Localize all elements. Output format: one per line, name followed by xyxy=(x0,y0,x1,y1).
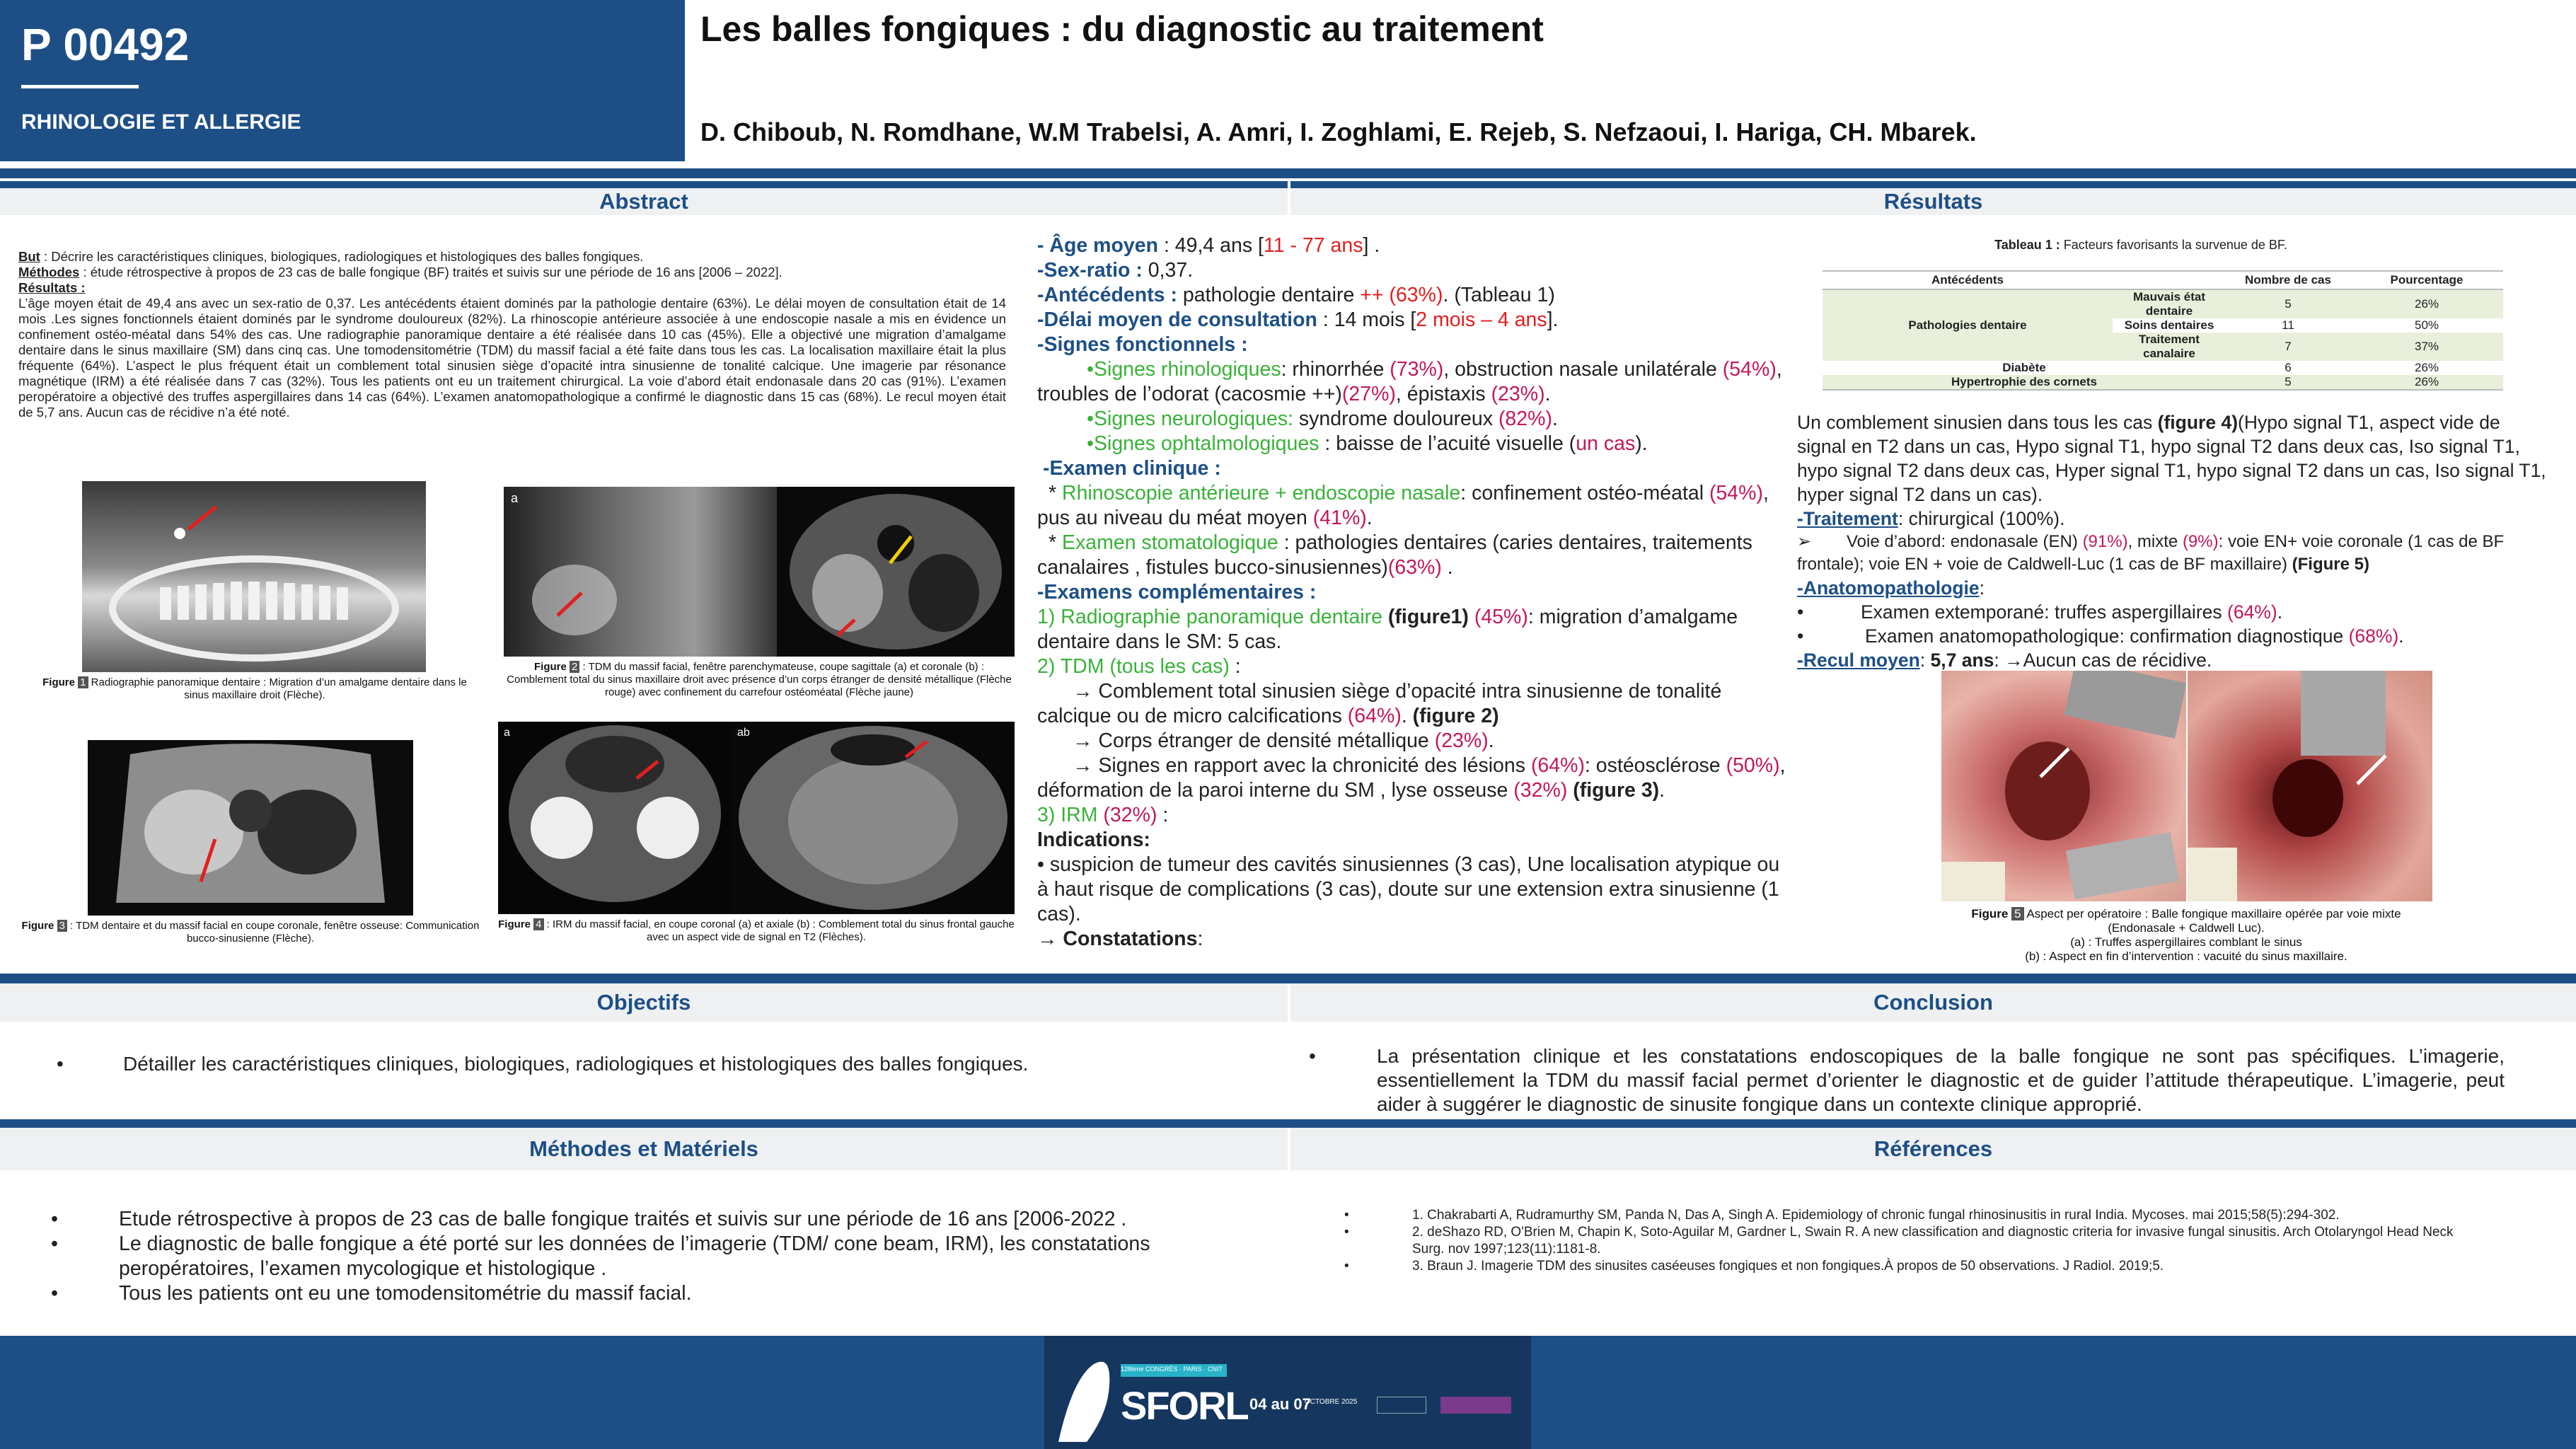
fig2-label: Figure xyxy=(533,661,567,673)
figure-4b-image xyxy=(732,722,1015,914)
ant-end: . (Tableau 1) xyxy=(1443,284,1555,306)
comp2-a3e: . xyxy=(1659,779,1665,802)
fig5-caption2: (Endonasale + Caldwell Luc). xyxy=(2108,921,2265,935)
exam2-p: (63%) xyxy=(1387,556,1442,579)
comp2-a3c: , déformation de la paroi interne du SM , lyse osseuse xyxy=(1037,754,1786,802)
table1-title xyxy=(1823,238,2459,253)
table1-row0-name: Diabète xyxy=(2002,361,2046,374)
exam1-p2: (41%) xyxy=(1312,507,1367,529)
comp2-a1e: . xyxy=(1401,705,1413,727)
table1-sub1-name: Soins dentaires xyxy=(2124,318,2214,332)
comp1-text: : migration d’amalgame dentaire dans le SM: 5 cas. xyxy=(1037,606,1738,653)
figure-4-caption xyxy=(498,918,1015,944)
delay-range: 2 mois – 4 ans xyxy=(1416,308,1547,331)
methodes-text: : étude rétrospective à propos de 23 cas de balle fongique (BF) traités et suivis sur une période de 16 ans [2006 – 2022]. xyxy=(79,265,782,279)
table1-sub2-pct: 37% xyxy=(2414,340,2439,353)
rec-label: -Recul moyen xyxy=(1797,650,1920,671)
figure-5b-drawing xyxy=(2188,671,2432,901)
comp2-a2: → Corps étranger de densité métallique xyxy=(1073,729,1435,752)
ana1-p: (64%) xyxy=(2227,601,2277,623)
table1-sub2-name: Traitement canalaire xyxy=(2139,333,2200,360)
fig5-caption3: (a) : Truffes aspergillaires comblant le sinus xyxy=(2070,935,2302,949)
delay-end: ]. xyxy=(1547,308,1559,331)
trt-a: Voie d’abord: endonasale (EN) xyxy=(1847,532,2083,551)
table1-row1-n: 5 xyxy=(2285,375,2292,388)
methodes-label: Méthodes xyxy=(18,265,80,279)
fig3-num: 3 xyxy=(57,920,67,932)
fig5-label: Figure xyxy=(1971,907,2009,920)
sign-rhino-p4: (23%) xyxy=(1491,383,1545,405)
indications-label: Indications: xyxy=(1037,829,1150,851)
comp3-text: : xyxy=(1157,804,1169,826)
rec-text: : xyxy=(1919,650,1931,671)
sign-rhino-b: , obstruction nasale unilatérale xyxy=(1443,358,1717,381)
sign-ophta-p: un cas xyxy=(1576,432,1636,455)
sign-rhino-label: •Signes rhinologiques xyxy=(1087,358,1281,381)
comp2-a3p: (64%) xyxy=(1530,754,1585,777)
ana1-a: Examen extemporané: truffes aspergillaires xyxy=(1861,601,2227,623)
ant-text: pathologie dentaire xyxy=(1177,284,1361,306)
code-underline xyxy=(21,85,139,88)
table1 xyxy=(1823,270,2503,391)
reference-3: 3. Braun J. Imagerie TDM des sinusites caséeuses fongiques et non fongiques.À propos de 50 observations. J Radiol. 2019;5. xyxy=(1412,1259,2164,1274)
sex-label: -Sex-ratio : xyxy=(1037,259,1143,282)
figure-4a-drawing xyxy=(498,722,732,914)
constatations-colon: : xyxy=(1197,928,1203,950)
category-label: RHINOLOGIE ET ALLERGIE xyxy=(21,110,301,134)
sign-neuro-e: . xyxy=(1552,408,1558,430)
header-code-box xyxy=(0,0,685,161)
figure-5a-image xyxy=(1941,671,2186,901)
constatations-label: → Constatations xyxy=(1037,928,1198,950)
objectives-text: Détailler les caractéristiques cliniques, biologiques, radiologiques et histologiques des balles fongiques. xyxy=(123,1053,1029,1075)
footer-partner-logo-1 xyxy=(1377,1397,1426,1414)
footer-partner-logo-2 xyxy=(1440,1397,1511,1414)
rec-c: : →Aucun cas de récidive. xyxy=(1994,650,2212,671)
results-right: Un comblement sinusien dans tous les cas (figure 4)(Hypo signal T1, aspect vide de signal en T2 dans un cas, Hypo signal T1, hypo signal T2 dans deux cas, Iso signal T1, hypo signal T2 dans deux cas, Hyper signal T1, hypo signal T2 dans un cas, Iso signal T1, hyper signal T2 dans un cas). -Traitement: chirurgical (100%). ➢ Voie d’abord: endonasale (EN) (91%), mixte (9%): voie EN+ voie coronale (1 cas de BF frontale); voie EN + voie de Caldwell-Luc (1 cas de BF maxillaire) (Figure 5) -Anatomopathologie: • Examen extemporané: truffes aspergillaires (64%). • Examen anatomopathologique: confirmation diagnostique (68%). -Recul moyen: 5,7 ans: →Aucun cas de récidive. xyxy=(1797,412,2546,671)
fig4-label: Figure xyxy=(498,918,531,930)
exam1-e: . xyxy=(1366,507,1373,529)
delay-label: -Délai moyen de consultation xyxy=(1037,308,1317,331)
sign-rhino-p3: (27%) xyxy=(1341,383,1396,405)
figure-3-image xyxy=(88,740,413,916)
header-divider xyxy=(0,168,2576,178)
poster-title: Les balles fongiques : du diagnostic au traitement xyxy=(700,9,1544,49)
figure-2b-drawing xyxy=(777,487,1015,657)
fig4-num: 4 xyxy=(533,918,543,930)
exam2-b: : pathologies dentaires (caries dentaires, traitements canalaires , fistules bucco-sinusiennes) xyxy=(1037,531,1752,579)
comp2-a1: → Comblement total sinusien siège d’opacité intra sinusienne de tonalité calcique ou de micro calcifications xyxy=(1037,680,1722,727)
table1-title-bold: Tableau 1 : xyxy=(1994,238,2060,252)
table1-row1-pct: 26% xyxy=(2414,375,2439,388)
signs-label: -Signes fonctionnels : xyxy=(1037,333,1248,356)
ana2-p: (68%) xyxy=(2348,625,2399,647)
fig4b-letter: ab xyxy=(737,727,750,739)
exam1-b: : confinement ostéo-méatal xyxy=(1460,482,1709,504)
footer-tagline: 128ème CONGRÈS · PARIS · CNIT xyxy=(1121,1366,1223,1373)
ana-label: -Anatomopathologie xyxy=(1797,577,1980,599)
rec-bold: 5,7 ans xyxy=(1930,650,1994,671)
fig5-caption1: Aspect per opératoire : Balle fongique maxillaire opérée par voie mixte xyxy=(2026,907,2401,920)
fig5-caption4: (b) : Aspect en fin d’intervention : vacuité du sinus maxillaire. xyxy=(2025,949,2347,963)
table1-group: Pathologies dentaire xyxy=(1908,318,2027,332)
age-text: : 49,4 ans [ xyxy=(1158,234,1264,257)
sforl-logo-icon xyxy=(1044,1336,1531,1449)
sign-rhino-c: , troubles de l’odorat (cacosmie ++) xyxy=(1037,358,1782,405)
trt-p2: (9%) xyxy=(2182,532,2219,551)
table1-head-2: Pourcentage xyxy=(2390,273,2464,287)
table1-sub1-n: 11 xyxy=(2282,318,2294,332)
sign-rhino-e: . xyxy=(1544,383,1551,405)
fig4-caption-text: : IRM du massif facial, en coupe coronal (a) et axiale (b) : Comblement total du sinus frontal gauche avec un aspect vide de signal en T2 (Flèches). xyxy=(546,918,1015,943)
sign-rhino-p2: (54%) xyxy=(1722,358,1777,381)
exam2-e: . xyxy=(1441,556,1453,579)
ant-pp: ++ xyxy=(1360,284,1384,306)
ant-pct: (63%) xyxy=(1389,284,1443,306)
table1-row0-pct: 26% xyxy=(2414,361,2439,374)
objectives-item: • Détailler les caractéristiques cliniques, biologiques, radiologiques et histologiques des balles fongiques. xyxy=(57,1053,1029,1075)
trt-bullet: ➢ xyxy=(1797,532,1812,551)
indications-text: • suspicion de tumeur des cavités sinusiennes (3 cas), Une localisation atypique ou à haut risque de complications (3 cas), doute sur une extension extra sinusienne (1 cas). xyxy=(1037,853,1780,925)
comp2-text: : xyxy=(1229,655,1241,678)
sign-rhino-d: , épistaxis xyxy=(1395,383,1491,405)
table1-row0-n: 6 xyxy=(2285,361,2292,374)
figure-1-drawing xyxy=(82,481,426,672)
footer-logo-text: SFORL xyxy=(1121,1383,1248,1428)
references-list: • 1. Chakrabarti A, Rudramurthy SM, Panda N, Das A, Singh A. Epidemiology of chronic fungal rhinosinusitis in rural India. Mycoses. mai 2015;58(5):294-302. • 2. deShazo RD, O'Brien M, Chapin K, Soto-Aguilar M, Gardner L, Swain R. A new classification and diagnostic criteria for invasive fungal sinusitis. Arch Otolaryngol Head Neck Surg. nov 1997;123(11):1181-8. • 3. Braun J. Imagerie TDM des sinusites caséeuses fongiques et non fongiques.À propos de 50 observations. J Radiol. 2019;5. xyxy=(1344,1208,2454,1274)
figure-2-caption xyxy=(504,661,1015,699)
fig4a-letter: a xyxy=(504,727,510,739)
comp1-fig: (figure1) xyxy=(1382,606,1469,628)
exam1-p1: (54%) xyxy=(1709,482,1763,504)
exam2-a: * xyxy=(1049,531,1063,554)
sex-text: 0,37. xyxy=(1142,259,1194,282)
exam-label: -Examen clinique : xyxy=(1043,457,1221,480)
fig3-label: Figure xyxy=(21,920,54,932)
abstract-text xyxy=(18,249,1006,420)
trt-fig: (Figure 5) xyxy=(2292,555,2369,574)
comp3-label: 3) IRM xyxy=(1037,804,1098,826)
methods-item-0: Etude rétrospective à propos de 23 cas de balle fongique traités et suivis sur une période de 16 ans [2006-2022 . xyxy=(119,1208,1127,1230)
resultats-label: Résultats : xyxy=(18,280,86,295)
conclusion-item: • La présentation clinique et les constatations endoscopiques de la balle fongique ne sont pas spécifiques. L’imagerie, essentiellement la TDM du massif facial permet d’orienter le diagnostic et de guider l’attitude thérapeutique. L’imagerie, peut aider à suggérer le diagnostic de sinusite fongique dans un contexte clinique approprié. xyxy=(1309,1045,2505,1115)
methods-item-1: Le diagnostic de balle fongique a été porté sur les données de l’imagerie (TDM/ cone beam, IRM), les constatations peropératoires, l’examen mycologique et histologique . xyxy=(119,1232,1150,1280)
footer-bar xyxy=(0,1336,2576,1449)
sign-ophta-a: : baisse de l’acuité visuelle ( xyxy=(1319,432,1576,455)
fig1-caption-text: Radiographie panoramique dentaire : Migration d’un amalgame dentaire dans le sinus maxillaire droit (Flèche). xyxy=(91,676,467,701)
exam2-label: Examen stomatologique xyxy=(1062,531,1278,554)
comp-label: -Examens complémentaires : xyxy=(1037,581,1317,604)
sign-rhino-a: : rhinorrhée xyxy=(1281,358,1390,381)
figure-2a-drawing xyxy=(504,487,777,657)
fig5-num: 5 xyxy=(2011,907,2023,920)
fig3-caption-text: : TDM dentaire et du massif facial en coupe coronale, fenêtre osseuse: Communication bucco-sinusienne (Flèche). xyxy=(70,920,480,945)
methods-list: • Etude rétrospective à propos de 23 cas de balle fongique traités et suivis sur une période de 16 ans [2006-2022 . • Le diagnostic de balle fongique a été porté sur les données de l’imagerie (TDM/ cone beam, IRM), les constatations peropératoires, l’examen mycologique et histologique . • Tous les patients ont eu une tomodensitométrie du massif facial. xyxy=(51,1208,1150,1305)
methods-item-2: Tous les patients ont eu une tomodensitométrie du massif facial. xyxy=(119,1282,692,1305)
ana-colon: : xyxy=(1979,577,1985,599)
comp2-a1p: (64%) xyxy=(1347,705,1402,727)
table1-sub0-n: 5 xyxy=(2285,297,2292,311)
sign-neuro-p: (82%) xyxy=(1498,408,1552,430)
mri-c: (Hypo signal T1, aspect vide de signal en T2 dans un cas, Hypo signal T1, hypo signal T2 dans deux cas, Iso signal T1, hypo signal T2 dans deux cas, Hyper signal T1, hypo signal T2 dans un cas, Iso signal T1, hyper signal T2 dans un cas). xyxy=(1797,412,2546,505)
conclusion-text: La présentation clinique et les constatations endoscopiques de la balle fongique ne sont pas spécifiques. L’imagerie, essentiellement la TDM du massif facial permet d’orienter le diagnostic et de guider l’attitude thérapeutique. L’imagerie, peut aider à suggérer le diagnostic de sinusite fongique dans un contexte clinique approprié. xyxy=(1377,1045,2505,1115)
trt-label: -Traitement xyxy=(1797,508,1898,529)
comp2-label: 2) TDM xyxy=(1037,655,1104,678)
trt-p1: (91%) xyxy=(2082,532,2128,551)
authors: D. Chiboub, N. Romdhane, W.M Trabelsi, A. Amri, I. Zoghlami, E. Rejeb, S. Nefzaoui, I. Hariga, CH. Mbarek. xyxy=(700,117,1977,146)
figure-3-caption xyxy=(11,920,490,945)
table1-head-spacer xyxy=(2113,271,2226,289)
fig2-caption-text: : TDM du massif facial, fenêtre parenchymateuse, coupe sagittale (a) et coronale (b) : Comblement total du sinus maxillaire droit avec présence d’un corps étranger de densité métallique (Flèche rouge) avec confinement du carrefour ostéoméatal (Flèche jaune) xyxy=(507,661,1012,698)
footer-logo-panel xyxy=(1044,1336,1531,1449)
table1-sub0-name: Mauvais état dentaire xyxy=(2132,290,2206,318)
table1-head-0: Antécédents xyxy=(1931,273,2004,287)
figure-2a-image xyxy=(504,487,777,657)
mid-divider xyxy=(0,974,2576,983)
table1-row1-name: Hypertrophie des cornets xyxy=(1951,375,2097,388)
comp2-a3: → Signes en rapport avec la chronicité des lésions xyxy=(1073,754,1531,777)
conclusion-header: Conclusion xyxy=(1290,983,2576,1022)
mid-divider-2 xyxy=(0,1119,2576,1128)
mri-a: Un comblement sinusien dans tous les cas xyxy=(1797,412,2158,433)
sign-ophta-e: ). xyxy=(1635,432,1648,455)
trt-c: , mixte xyxy=(2127,532,2183,551)
sign-rhino-p1: (73%) xyxy=(1390,358,1444,381)
comp1-p: (45%) xyxy=(1468,606,1528,628)
ana2-a: Examen anatomopathologique: confirmation diagnostique xyxy=(1865,625,2349,647)
exam1-label: Rhinoscopie antérieure + endoscopie nasale xyxy=(1062,482,1461,504)
resultats-text: L’âge moyen était de 49,4 ans avec un sex-ratio de 0,37. Les antécédents étaient dominés par la pathologie dentaire (63%). Le délai moyen de consultation était de 14 mois .Les signes fonctionnels étaient dominés par le syndrome douloureux (82%). La rhinoscopie antérieure associée à une endoscopie nasale a mis en évidence un confinement ostéo-méatal dans 54% des cas. Une radiographie panoramique dentaire a été réalisée dans 10 cas (45%). Elle a objectivé une migration d’amalgame dentaire dans le sinus maxillaire (SM) dans cinq cas. Une tomodensitométrie (TDM) du massif facial a été faite dans tous les cas. La localisation maxillaire était la plus fréquente (64%). L’aspect le plus fréquent était un comblement total sinusien siège d’opacité intra sinusienne de tonalité calcique. Une imagerie par résonance magnétique (IRM) a été réalisée dans 7 cas (32%). Tous les patients ont eu un traitement chirurgical. La voie d’abord était endonasale dans 20 cas (91%). L’examen peropératoire a objectivé des truffes aspergillaires dans 14 cas (64%). L’examen anatomopathologique a confirmé le diagnostic dans 15 cas (68%). Le recul moyen était de 5,7 ans. Aucun cas de récidive n’a été noté. xyxy=(18,296,1006,420)
exam1-c: , pus au niveau du méat moyen xyxy=(1037,482,1769,529)
age-range: 11 - 77 ans xyxy=(1263,234,1363,257)
comp2-a1f: (figure 2) xyxy=(1412,705,1499,727)
comp3-p: (32%) xyxy=(1097,804,1157,826)
results-header: Résultats xyxy=(1290,181,2576,215)
table1-sub1-pct: 50% xyxy=(2414,318,2439,332)
objectives-header: Objectifs xyxy=(0,983,1288,1022)
ana1-e: . xyxy=(2277,601,2283,623)
age-label: - Âge moyen xyxy=(1037,234,1159,257)
arrow-red xyxy=(188,507,216,529)
trt-text: : chirurgical (100%). xyxy=(1898,508,2065,529)
but-text: : Décrire les caractéristiques cliniques, biologiques, radiologiques et histologiques des balles fongiques. xyxy=(40,249,644,264)
comp2-a3b: : ostéosclérose xyxy=(1584,754,1726,777)
figure-5-caption xyxy=(1910,907,2462,964)
table1-title-text: Facteurs favorisants la survenue de BF. xyxy=(2060,238,2287,252)
figure-2b-image xyxy=(777,487,1015,657)
abstract-header: Abstract xyxy=(0,181,1288,215)
ant-label: -Antécédents : xyxy=(1037,284,1177,306)
comp2-a3p2: (50%) xyxy=(1726,754,1780,777)
fig2a-letter: a xyxy=(511,491,519,505)
but-label: But xyxy=(18,249,40,264)
figure-5b-image xyxy=(2188,671,2432,901)
sign-neuro-label: •Signes neurologiques: xyxy=(1087,408,1294,430)
comp2-a2e: . xyxy=(1488,729,1494,752)
ana2-e: . xyxy=(2398,625,2404,647)
table1-sub0-pct: 26% xyxy=(2414,297,2439,311)
figure-5a-drawing xyxy=(1941,671,2186,901)
poster-code: P 00492 xyxy=(21,19,190,70)
figure-4b-drawing xyxy=(732,722,1015,914)
figure-1-image xyxy=(82,481,426,672)
reference-1: 1. Chakrabarti A, Rudramurthy SM, Panda N, Das A, Singh A. Epidemiology of chronic fungal rhinosinusitis in rural India. Mycoses. mai 2015;58(5):294-302. xyxy=(1412,1208,2340,1223)
age-end: ] . xyxy=(1363,234,1380,257)
sign-ophta-label: •Signes ophtalmologiques xyxy=(1087,432,1319,455)
methods-header: Méthodes et Matériels xyxy=(0,1128,1288,1170)
table1-head-1: Nombre de cas xyxy=(2245,273,2331,287)
mri-fig: (figure 4) xyxy=(2157,412,2239,433)
fig2-num: 2 xyxy=(570,661,579,673)
reference-2: 2. deShazo RD, O'Brien M, Chapin K, Soto-Aguilar M, Gardner L, Swain R. A new classification and diagnostic criteria for invasive fungal sinusitis. Arch Otolaryngol Head Neck Surg. nov 1997;123(11):1181-8. xyxy=(1412,1225,2454,1257)
fig1-label: Figure xyxy=(42,676,75,688)
comp2-a3f: (figure 3) xyxy=(1567,779,1660,802)
sign-neuro-a: syndrome douloureux xyxy=(1293,408,1498,430)
table1-sub2-n: 7 xyxy=(2285,340,2292,353)
figure-4a-image xyxy=(498,722,732,914)
exam1-a: * xyxy=(1049,482,1063,504)
trt-d: : voie EN+ voie coronale (1 cas de BF frontale); voie EN + voie de Caldwell-Luc (1 cas de BF maxillaire) xyxy=(1797,532,2505,574)
comp2-p: (tous les cas) xyxy=(1104,655,1230,678)
footer-dates: 04 au 07 xyxy=(1249,1395,1311,1413)
fig1-num: 1 xyxy=(78,676,88,688)
comp1-label: 1) Radiographie panoramique dentaire xyxy=(1037,606,1382,628)
results-middle xyxy=(1037,233,1787,952)
comp2-a3p3: (32%) xyxy=(1513,779,1568,802)
footer-dates-sub: OCTOBRE 2025 xyxy=(1305,1398,1358,1406)
references-header: Références xyxy=(1290,1128,2576,1170)
delay-text: : 14 mois [ xyxy=(1317,308,1416,331)
figure-1-caption xyxy=(35,676,474,702)
figure-3-drawing xyxy=(88,740,413,916)
comp2-a2p: (23%) xyxy=(1434,729,1489,752)
